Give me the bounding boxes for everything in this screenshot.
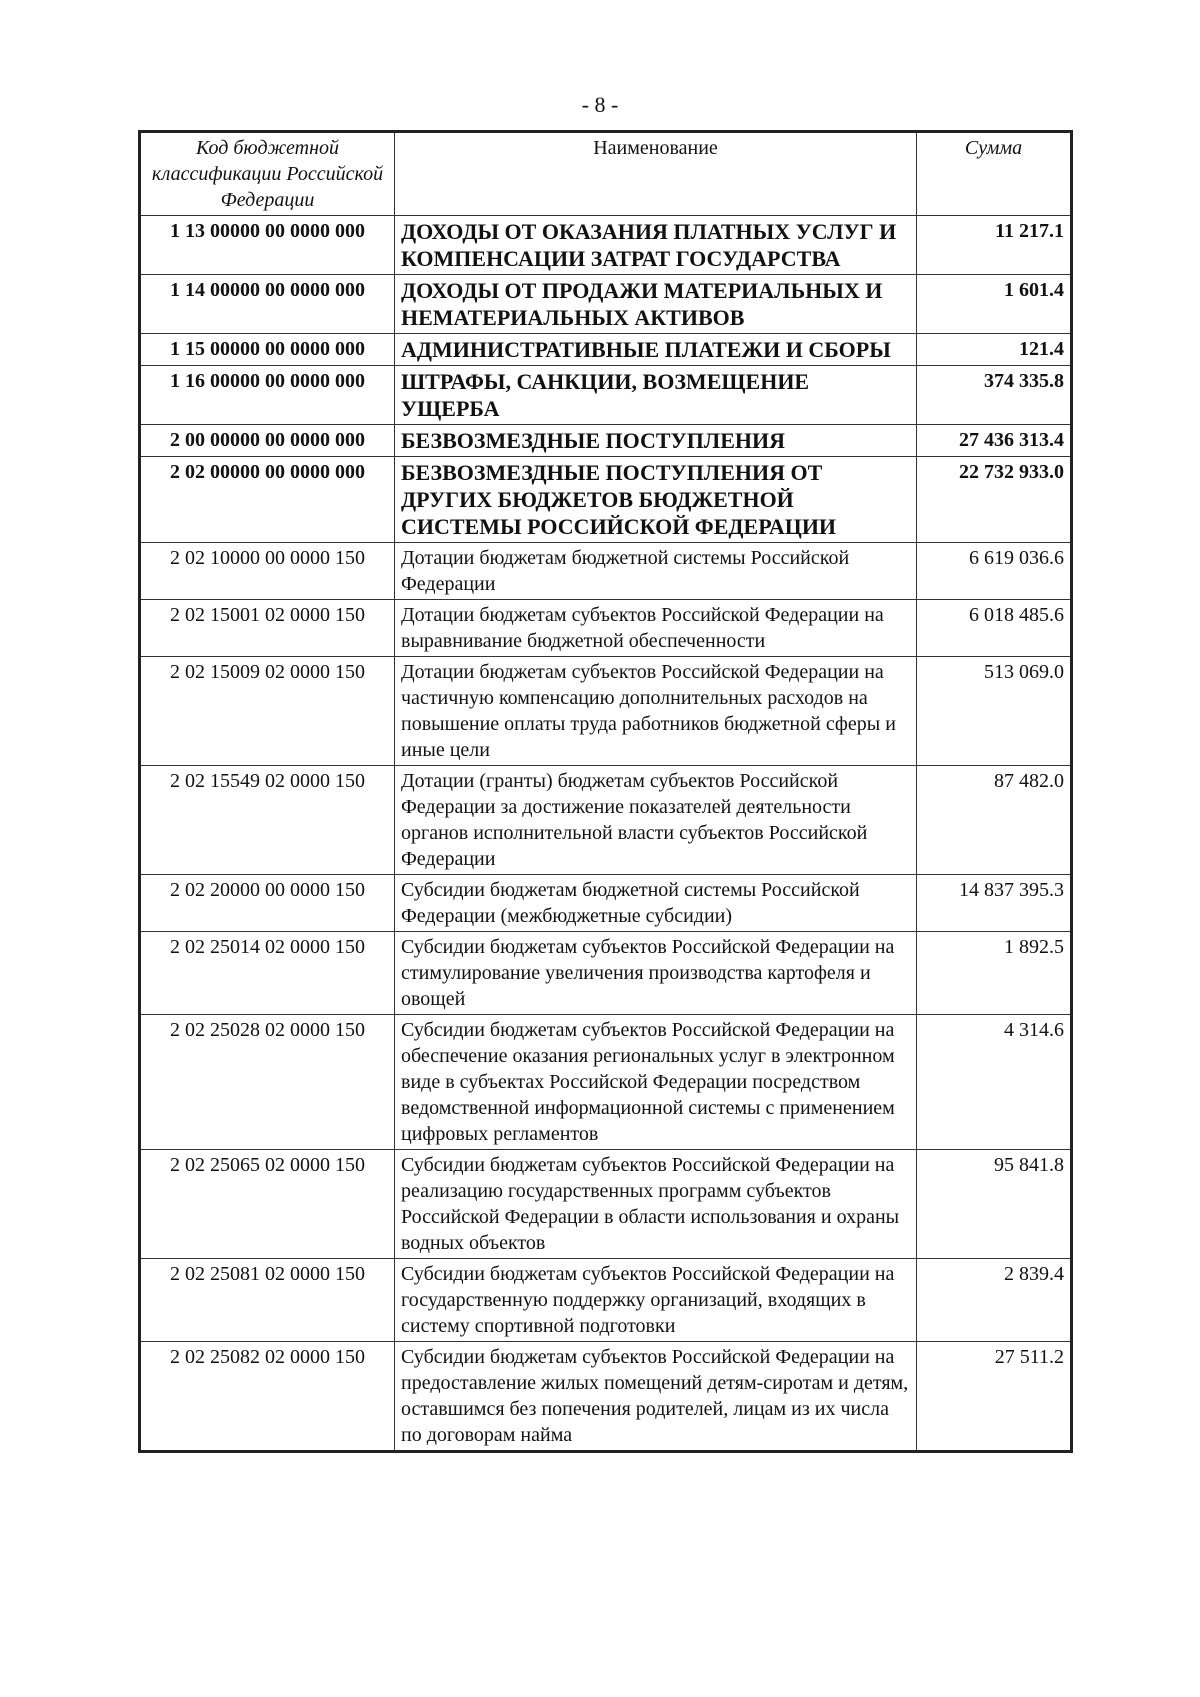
table-row [140,425,1072,457]
table-row [140,657,1072,766]
row-sum: 121.4 [917,334,1072,366]
row-name: Дотации бюджетам субъектов Российской Федерации на выравнивание бюджетной обеспеченности [395,600,917,657]
table-row [140,932,1072,1015]
row-sum: 1 892.5 [917,932,1072,1015]
row-code: 2 02 25081 02 0000 150 [140,1259,395,1342]
row-code: 2 02 25065 02 0000 150 [140,1150,395,1259]
row-name: БЕЗВОЗМЕЗДНЫЕ ПОСТУПЛЕНИЯ [395,425,917,457]
row-name: Субсидии бюджетам субъектов Российской Федерации на стимулирование увеличения производства картофеля и овощей [395,932,917,1015]
header-sum: Сумма [917,132,1072,216]
row-name: Дотации (гранты) бюджетам субъектов Российской Федерации за достижение показателей деятельности органов исполнительной власти субъектов Российской Федерации [395,766,917,875]
row-sum: 27 436 313.4 [917,425,1072,457]
row-sum: 87 482.0 [917,766,1072,875]
row-code: 1 13 00000 00 0000 000 [140,216,395,275]
table-row [140,457,1072,543]
row-sum: 6 018 485.6 [917,600,1072,657]
row-sum: 374 335.8 [917,366,1072,425]
table-row [140,1342,1072,1452]
table-row [140,543,1072,600]
row-code: 2 02 15001 02 0000 150 [140,600,395,657]
table-row [140,275,1072,334]
row-code: 2 02 15549 02 0000 150 [140,766,395,875]
row-name: ДОХОДЫ ОТ ПРОДАЖИ МАТЕРИАЛЬНЫХ И НЕМАТЕРИАЛЬНЫХ АКТИВОВ [395,275,917,334]
budget-table [138,130,1073,1453]
table-row [140,1015,1072,1150]
row-code: 1 15 00000 00 0000 000 [140,334,395,366]
row-code: 2 02 25014 02 0000 150 [140,932,395,1015]
row-name: ШТРАФЫ, САНКЦИИ, ВОЗМЕЩЕНИЕ УЩЕРБА [395,366,917,425]
row-name: Субсидии бюджетам субъектов Российской Федерации на предоставление жилых помещений детям-сиротам и детям, оставшимся без попечения родителей, лицам из их числа по договорам найма [395,1342,917,1452]
row-code: 2 02 15009 02 0000 150 [140,657,395,766]
row-code: 2 02 25082 02 0000 150 [140,1342,395,1452]
table-row [140,366,1072,425]
row-sum: 27 511.2 [917,1342,1072,1452]
row-name: Субсидии бюджетам субъектов Российской Федерации на государственную поддержку организаций, входящих в систему спортивной подготовки [395,1259,917,1342]
table-row [140,1259,1072,1342]
page-number: - 8 - [581,92,619,117]
row-sum: 11 217.1 [917,216,1072,275]
header-name: Наименование [395,132,917,216]
table-row [140,216,1072,275]
row-sum: 513 069.0 [917,657,1072,766]
table-row [140,766,1072,875]
table-row [140,600,1072,657]
row-name: Субсидии бюджетам субъектов Российской Федерации на обеспечение оказания региональных услуг в электронном виде в субъектах Российской Федерации посредством ведомственной информационной системы с применением цифровых регламентов [395,1015,917,1150]
row-code: 2 02 00000 00 0000 000 [140,457,395,543]
row-code: 2 02 10000 00 0000 150 [140,543,395,600]
row-sum: 22 732 933.0 [917,457,1072,543]
row-name: ДОХОДЫ ОТ ОКАЗАНИЯ ПЛАТНЫХ УСЛУГ И КОМПЕНСАЦИИ ЗАТРАТ ГОСУДАРСТВА [395,216,917,275]
row-sum: 6 619 036.6 [917,543,1072,600]
row-sum: 95 841.8 [917,1150,1072,1259]
table-body [140,216,1072,1452]
row-name: АДМИНИСТРАТИВНЫЕ ПЛАТЕЖИ И СБОРЫ [395,334,917,366]
table-row [140,875,1072,932]
row-sum: 14 837 395.3 [917,875,1072,932]
row-code: 2 02 25028 02 0000 150 [140,1015,395,1150]
row-sum: 2 839.4 [917,1259,1072,1342]
table-header-row [140,132,1072,216]
row-sum: 1 601.4 [917,275,1072,334]
header-code: Код бюджетной классификации Российской Федерации [140,132,395,216]
row-code: 2 02 20000 00 0000 150 [140,875,395,932]
table-row [140,334,1072,366]
row-sum: 4 314.6 [917,1015,1072,1150]
row-name: Субсидии бюджетам субъектов Российской Федерации на реализацию государственных программ субъектов Российской Федерации в области использования и охраны водных объектов [395,1150,917,1259]
row-name: БЕЗВОЗМЕЗДНЫЕ ПОСТУПЛЕНИЯ ОТ ДРУГИХ БЮДЖЕТОВ БЮДЖЕТНОЙ СИСТЕМЫ РОССИЙСКОЙ ФЕДЕРАЦИИ [395,457,917,543]
table-row [140,1150,1072,1259]
row-code: 2 00 00000 00 0000 000 [140,425,395,457]
row-name: Субсидии бюджетам бюджетной системы Российской Федерации (межбюджетные субсидии) [395,875,917,932]
row-code: 1 14 00000 00 0000 000 [140,275,395,334]
row-name: Дотации бюджетам бюджетной системы Российской Федерации [395,543,917,600]
row-code: 1 16 00000 00 0000 000 [140,366,395,425]
row-name: Дотации бюджетам субъектов Российской Федерации на частичную компенсацию дополнительных расходов на повышение оплаты труда работников бюджетной сферы и иные цели [395,657,917,766]
